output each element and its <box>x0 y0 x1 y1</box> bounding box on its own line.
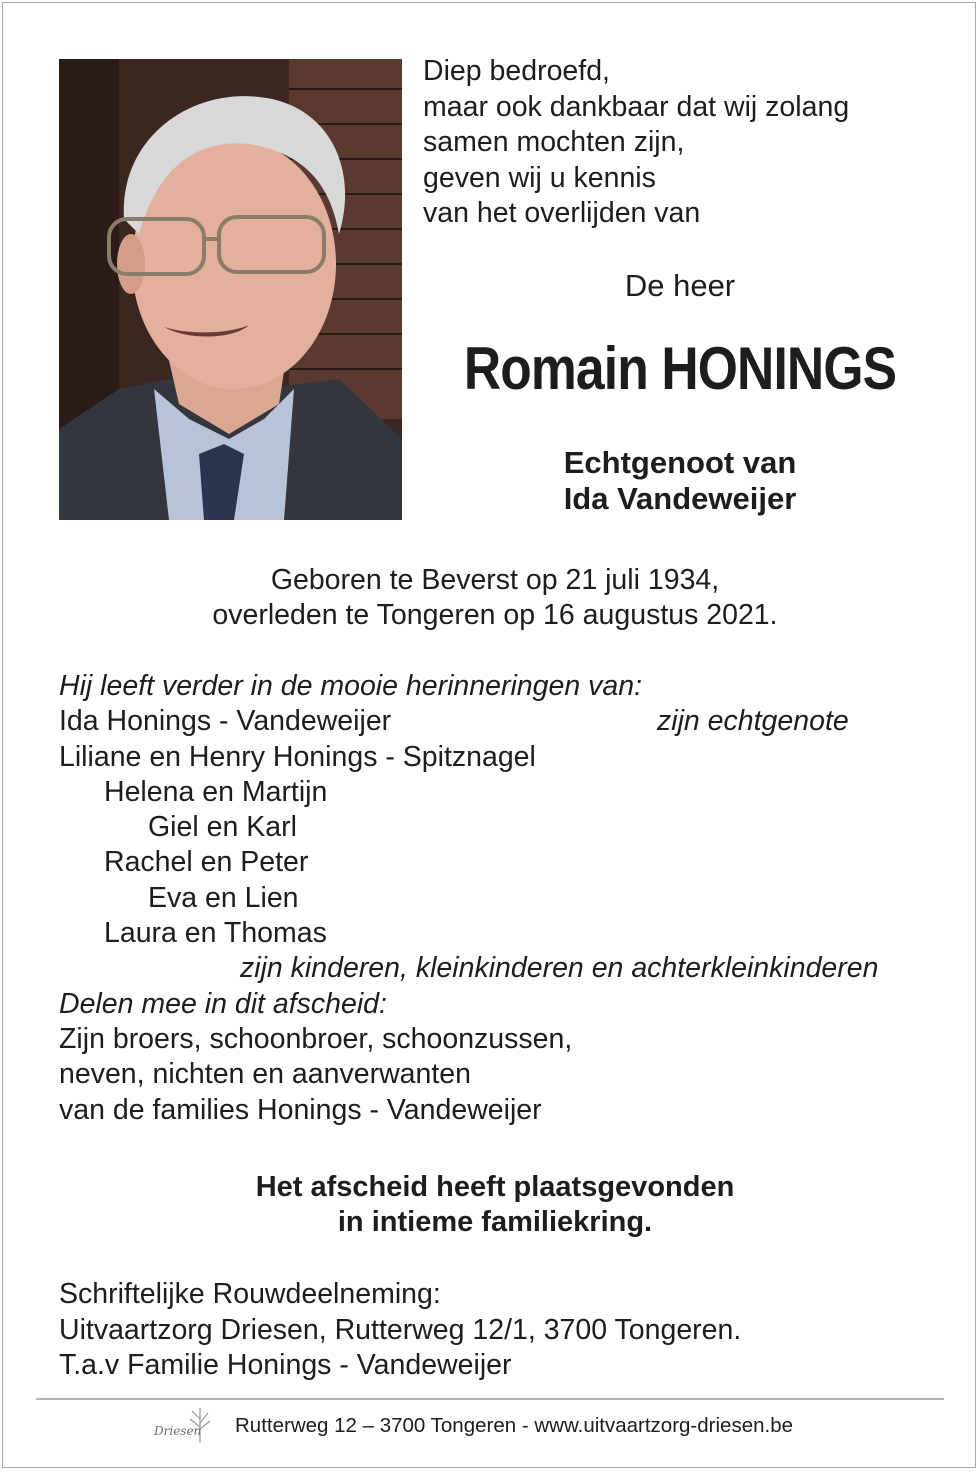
farewell-line: Het afscheid heeft plaatsgevonden <box>255 1171 735 1203</box>
salutation: De heer <box>624 268 736 303</box>
funeral-home-logo <box>150 1405 222 1449</box>
great-grandchild-entry: Eva en Lien <box>148 881 299 914</box>
share-heading: Delen mee in dit afscheid: <box>59 987 387 1020</box>
intro-line: maar ook dankbaar dat wij zolang <box>423 90 850 123</box>
spouse-entry-name: Ida Honings - Vandeweijer <box>59 705 392 738</box>
family-relation: zijn kinderen, kleinkinderen en achterkleinkinderen <box>240 952 879 985</box>
condolence-line: Schriftelijke Rouwdeelneming: <box>59 1278 441 1310</box>
farewell-line: in intieme familiekring. <box>337 1206 653 1238</box>
spouse-line: Ida Vandeweijer <box>563 481 797 516</box>
share-line: van de families Honings - Vandeweijer <box>59 1093 542 1126</box>
footer-address: Rutterweg 12 – 3700 Tongeren - www.uitvaartzorg-driesen.be <box>235 1414 793 1437</box>
share-line: neven, nichten en aanverwanten <box>59 1058 471 1091</box>
great-grandchild-entry: Giel en Karl <box>148 811 297 844</box>
grandchild-entry: Rachel en Peter <box>104 846 309 879</box>
farewell-note <box>100 1170 890 1240</box>
logo-text: Driesen <box>154 1424 202 1438</box>
deceased-name: Romain HONINGS <box>463 335 897 402</box>
spouse-entry-relation: zijn echtgenote <box>657 705 849 738</box>
condolence-line: Uitvaartzorg Driesen, Rutterweg 12/1, 3700 Tongeren. <box>59 1313 742 1346</box>
birth-line: Geboren te Beverst op 21 juli 1934, <box>270 564 720 596</box>
death-line: overleden te Tongeren op 16 augustus 2021. <box>212 599 778 631</box>
spouse-entry <box>59 704 939 739</box>
condolence-line: T.a.v Familie Honings - Vandeweijer <box>59 1349 512 1381</box>
intro-line: van het overlijden van <box>423 197 701 229</box>
spouse-block <box>400 445 960 517</box>
intro-text <box>423 54 849 232</box>
share-line: Zijn broers, schoonbroer, schoonzussen, <box>59 1022 573 1055</box>
spouse-line: Echtgenoot van <box>563 445 797 480</box>
dates-block <box>100 563 890 633</box>
portrait-photo <box>59 59 402 520</box>
intro-line: geven wij u kennis <box>423 161 656 194</box>
memories-heading: Hij leeft verder in de mooie herinneringen van: <box>59 670 642 702</box>
family-block <box>59 669 939 1128</box>
intro-line: samen mochten zijn, <box>423 126 685 158</box>
grandchild-entry: Laura en Thomas <box>104 917 327 950</box>
footer-divider <box>36 1398 944 1400</box>
intro-line: Diep bedroefd, <box>423 55 610 87</box>
child-entry: Liliane en Henry Honings - Spitznagel <box>59 740 536 773</box>
condolence-block <box>59 1277 741 1384</box>
grandchild-entry: Helena en Martijn <box>104 775 328 808</box>
